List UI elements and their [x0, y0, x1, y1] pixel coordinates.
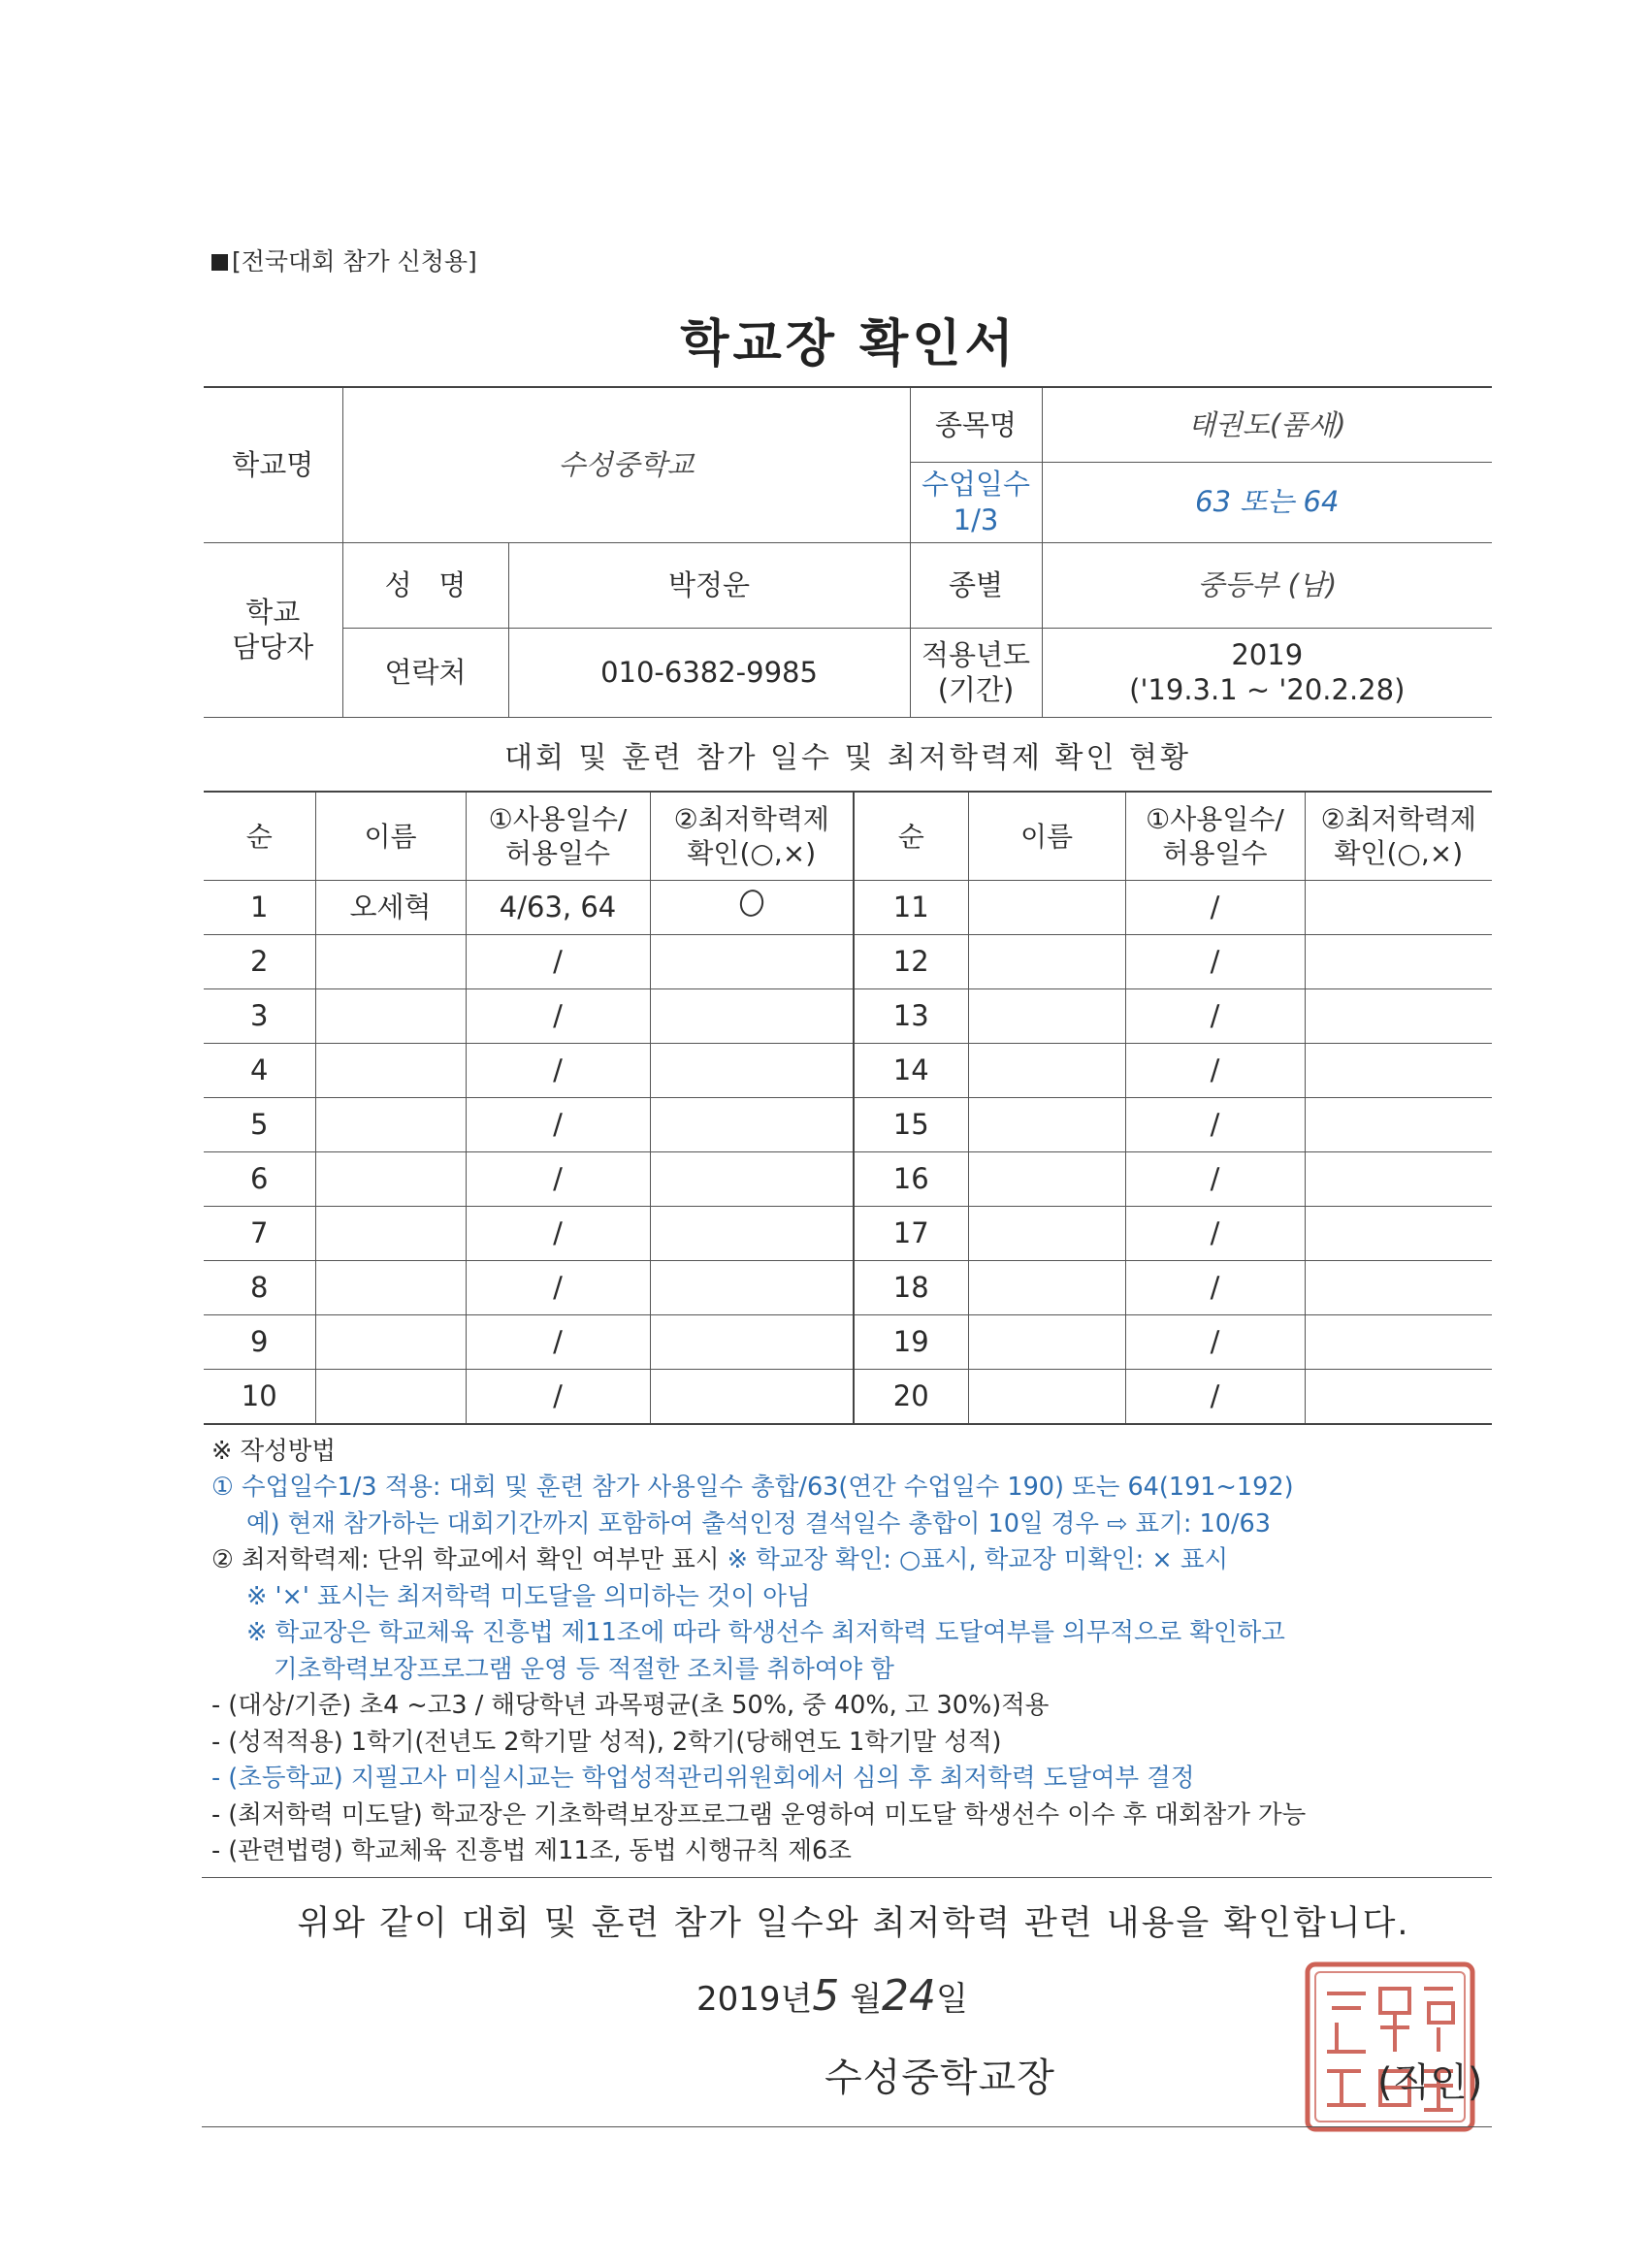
- bullet-1: - (대상/기준) 초4 ~고3 / 해당학년 과목평균(초 50%, 중 40%, 고 30%)적용: [211, 1691, 1050, 1721]
- row-no-2: 15: [854, 1098, 968, 1152]
- status-header-row: [204, 792, 1492, 881]
- note-4-cont: 기초학력보장프로그램 운영 등 적절한 조치를 취하여야 함: [274, 1654, 894, 1684]
- row-check-2: [1305, 1315, 1492, 1370]
- notes: [211, 1434, 1492, 1870]
- table-row: [204, 1044, 1492, 1098]
- bullet-2: - (성적적용) 1학기(전년도 2학기말 성적), 2학기(당해연도 1학기말 성적): [211, 1727, 1002, 1757]
- row-no: 1: [204, 881, 315, 935]
- row-days: /: [466, 989, 650, 1044]
- row-days-2: /: [1125, 1315, 1305, 1370]
- row-days-2: /: [1125, 881, 1305, 935]
- days-label: 수업일수 1/3: [910, 462, 1042, 542]
- divider-top: [202, 1877, 1492, 1878]
- row-name-2: [968, 1152, 1125, 1207]
- form-tag: [전국대회 참가 신청용]: [211, 243, 477, 277]
- row-name: 오세혁: [315, 881, 466, 935]
- row-days: 4/63, 64: [466, 881, 650, 935]
- row-name-2: [968, 881, 1125, 935]
- row-name: [315, 1261, 466, 1315]
- note-1: ① 수업일수1/3 적용: 대회 및 훈련 참가 사용일수 총합/63(연간 수업일수 190) 또는 64(191~192): [211, 1473, 1294, 1503]
- table-row: [204, 1152, 1492, 1207]
- row-days: /: [466, 1152, 650, 1207]
- square-bullet-icon: [211, 254, 228, 271]
- row-days: /: [466, 1098, 650, 1152]
- row-days: /: [466, 1315, 650, 1370]
- row-name: [315, 1098, 466, 1152]
- table-row: [204, 935, 1492, 989]
- row-name: [315, 1207, 466, 1261]
- row-no: 8: [204, 1261, 315, 1315]
- official-seal-stamp: [1298, 1955, 1482, 2139]
- row-check: [650, 1207, 854, 1261]
- bullet-4: - (최저학력 미도달) 학교장은 기초학력보장프로그램 운영하여 미도달 학생선수 이수 후 대회참가 가능: [211, 1799, 1307, 1830]
- col-name: 이름: [315, 792, 466, 881]
- row-name-2: [968, 1207, 1125, 1261]
- row-days-2: /: [1125, 1044, 1305, 1098]
- row-name: [315, 1152, 466, 1207]
- table-row: [204, 1098, 1492, 1152]
- row-name-2: [968, 1315, 1125, 1370]
- row-days: /: [466, 1370, 650, 1425]
- row-check-2: [1305, 1207, 1492, 1261]
- row-name-2: [968, 1261, 1125, 1315]
- note-4: ※ 학교장은 학교체육 진흥법 제11조에 따라 학생선수 최저학력 도달여부를 의무적으로 확인하고: [246, 1618, 1285, 1648]
- row-name-2: [968, 1370, 1125, 1425]
- row-no: 9: [204, 1315, 315, 1370]
- school-label: 학교명: [204, 387, 342, 542]
- event-label: 종목명: [910, 387, 1042, 462]
- row-no: 10: [204, 1370, 315, 1425]
- table-row: [204, 1261, 1492, 1315]
- col-no-2: 순: [854, 792, 968, 881]
- row-check: [650, 935, 854, 989]
- row-days-2: /: [1125, 1370, 1305, 1425]
- row-no: 4: [204, 1044, 315, 1098]
- circle-mark-icon: [737, 888, 766, 920]
- month-handwritten: 5: [812, 1971, 840, 2021]
- school-value: 수성중학교: [342, 387, 910, 542]
- col-check-2: ②최저학력제 확인(○,×): [1305, 792, 1492, 881]
- note-3: ※ '×' 표시는 최저학력 미도달을 의미하는 것이 아님: [246, 1581, 811, 1611]
- row-no-2: 11: [854, 881, 968, 935]
- row-name: [315, 1044, 466, 1098]
- status-title: 대회 및 훈련 참가 일수 및 최저학력제 확인 현황: [504, 741, 1191, 775]
- confirm-statement: 위와 같이 대회 및 훈련 참가 일수와 최저학력 관련 내용을 확인합니다.: [297, 1904, 1410, 1943]
- seal-label: (직인): [1377, 2060, 1483, 2105]
- year-value: 2019 ('19.3.1 ~ '20.2.28): [1042, 628, 1492, 717]
- row-check-2: [1305, 881, 1492, 935]
- year-label: 적용년도 (기간): [910, 628, 1042, 717]
- day-handwritten: 24: [882, 1971, 937, 2021]
- row-no: 6: [204, 1152, 315, 1207]
- row-name-2: [968, 989, 1125, 1044]
- row-check: [650, 1044, 854, 1098]
- row-check-2: [1305, 1098, 1492, 1152]
- row-check: [650, 1152, 854, 1207]
- table-row: [204, 1370, 1492, 1425]
- row-name-2: [968, 935, 1125, 989]
- note-1-example: 예) 현재 참가하는 대회기간까지 포함하여 출석인정 결석일수 총합이 10일 경우 ⇨ 표기: 10/63: [246, 1508, 1271, 1539]
- col-name-2: 이름: [968, 792, 1125, 881]
- row-no: 2: [204, 935, 315, 989]
- row-days: /: [466, 1261, 650, 1315]
- row-no-2: 14: [854, 1044, 968, 1098]
- table-row: [204, 881, 1492, 935]
- row-no: 5: [204, 1098, 315, 1152]
- row-check-2: [1305, 1370, 1492, 1425]
- notes-heading: ※ 작성방법: [211, 1437, 337, 1466]
- row-check-2: [1305, 989, 1492, 1044]
- info-table: [204, 386, 1492, 718]
- category-label: 종별: [910, 542, 1042, 628]
- row-check: [650, 1315, 854, 1370]
- row-name: [315, 1370, 466, 1425]
- status-table: [204, 791, 1492, 1425]
- row-days: /: [466, 935, 650, 989]
- row-check: [650, 1370, 854, 1425]
- event-value: 태권도(품새): [1042, 387, 1492, 462]
- row-days: /: [466, 1044, 650, 1098]
- contact-value: 010-6382-9985: [508, 628, 910, 717]
- row-check: [650, 1261, 854, 1315]
- row-name-2: [968, 1098, 1125, 1152]
- row-no-2: 12: [854, 935, 968, 989]
- row-no-2: 13: [854, 989, 968, 1044]
- row-name: [315, 935, 466, 989]
- col-check: ②최저학력제 확인(○,×): [650, 792, 854, 881]
- bullet-5: - (관련법령) 학교체육 진흥법 제11조, 동법 시행규칙 제6조: [211, 1836, 852, 1866]
- table-row: [204, 1207, 1492, 1261]
- row-no-2: 17: [854, 1207, 968, 1261]
- row-no: 3: [204, 989, 315, 1044]
- row-check-2: [1305, 1261, 1492, 1315]
- page-title: 학교장 확인서: [680, 315, 1018, 373]
- row-check: [650, 1098, 854, 1152]
- row-days: /: [466, 1207, 650, 1261]
- category-value: 중등부 (남): [1042, 542, 1492, 628]
- col-no: 순: [204, 792, 315, 881]
- row-days-2: /: [1125, 989, 1305, 1044]
- col-days: ①사용일수/ 허용일수: [466, 792, 650, 881]
- table-row: [204, 1315, 1492, 1370]
- row-days-2: /: [1125, 1261, 1305, 1315]
- row-check-2: [1305, 935, 1492, 989]
- name-value: 박정운: [508, 542, 910, 628]
- row-no-2: 19: [854, 1315, 968, 1370]
- row-name-2: [968, 1044, 1125, 1098]
- note-2: ② 최저학력제: 단위 학교에서 확인 여부만 표시 ※ 학교장 확인: ○표시, 학교장 미확인: × 표시: [211, 1545, 1229, 1575]
- row-days-2: /: [1125, 935, 1305, 989]
- row-no: 7: [204, 1207, 315, 1261]
- table-row: [204, 989, 1492, 1044]
- staff-label: 학교 담당자: [204, 542, 342, 717]
- row-name: [315, 1315, 466, 1370]
- contact-label: 연락처: [342, 628, 508, 717]
- divider-bottom: [202, 2126, 1492, 2127]
- row-no-2: 18: [854, 1261, 968, 1315]
- row-no-2: 16: [854, 1152, 968, 1207]
- row-no-2: 20: [854, 1370, 968, 1425]
- col-days-2: ①사용일수/ 허용일수: [1125, 792, 1305, 881]
- row-check-2: [1305, 1152, 1492, 1207]
- principal-name: 수성중학교장: [824, 2056, 1055, 2100]
- row-days-2: /: [1125, 1207, 1305, 1261]
- name-label: 성 명: [342, 542, 508, 628]
- row-days-2: /: [1125, 1152, 1305, 1207]
- row-name: [315, 989, 466, 1044]
- date-line: 2019년5 월24일: [696, 1971, 968, 2021]
- row-days-2: /: [1125, 1098, 1305, 1152]
- bullet-3: - (초등학교) 지필고사 미실시교는 학업성적관리위원회에서 심의 후 최저학력 도달여부 결정: [211, 1764, 1195, 1794]
- row-check: [650, 989, 854, 1044]
- row-check: [650, 881, 854, 935]
- row-check-2: [1305, 1044, 1492, 1098]
- days-value: 63 또는 64: [1042, 462, 1492, 542]
